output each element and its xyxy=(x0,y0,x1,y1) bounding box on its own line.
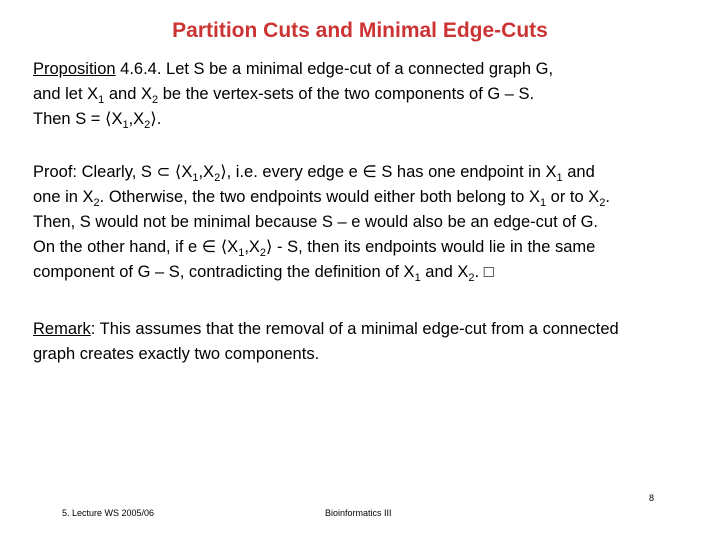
text-span: Then S = ⟨X xyxy=(33,110,123,128)
text-span: be the vertex-sets of the two components of G – S. xyxy=(158,85,535,103)
text-span: one in X xyxy=(33,188,94,206)
footer-lecture: 5. Lecture WS 2005/06 xyxy=(62,508,155,518)
slide-title: Partition Cuts and Minimal Edge-Cuts xyxy=(172,19,548,42)
proof-line-4 xyxy=(33,235,703,260)
subscript: 1 xyxy=(192,172,199,184)
text-span: and X xyxy=(420,263,469,281)
text-span: and X xyxy=(104,85,152,103)
subscript: 2 xyxy=(144,119,151,131)
subscript: 1 xyxy=(98,94,105,106)
proof-line-1 xyxy=(33,160,703,185)
subscript: 2 xyxy=(214,172,221,184)
text-span: ,X xyxy=(128,110,145,128)
proposition-line-1 xyxy=(33,57,703,82)
remark-block xyxy=(33,317,703,367)
proposition-line-2 xyxy=(33,82,703,107)
proposition-text: 4.6.4. Let S be a minimal edge-cut of a connected graph G, xyxy=(115,60,554,78)
proof-line-5 xyxy=(33,260,703,285)
subscript: 2 xyxy=(259,247,267,259)
text-span: Proof: Clearly, S ⊂ ⟨X xyxy=(33,163,193,181)
text-span: ,X xyxy=(244,238,260,256)
proof-block xyxy=(33,160,703,285)
footer-course: Bioinformatics III xyxy=(325,508,392,518)
text-span: On the other hand, if e ∈ ⟨X xyxy=(33,238,239,256)
text-span: or to X xyxy=(546,188,600,206)
remark-label: Remark xyxy=(33,320,91,338)
proof-line-2 xyxy=(33,185,703,210)
subscript: 1 xyxy=(539,197,547,209)
text-span: . □ xyxy=(474,263,494,281)
page-number: 8 xyxy=(649,493,655,503)
subscript: 2 xyxy=(93,197,100,209)
remark-line-1 xyxy=(33,317,703,342)
text-span: ⟩, i.e. every edge e ∈ S has one endpoint in X xyxy=(220,163,557,181)
proof-line-3: Then, S would not be minimal because S – e would also be an edge-cut of G. xyxy=(33,213,599,231)
text-span: ⟩. xyxy=(150,110,162,128)
proposition-block xyxy=(33,57,703,132)
subscript: 1 xyxy=(556,172,563,184)
subscript: 2 xyxy=(468,272,475,284)
text-span: and let X xyxy=(33,85,99,103)
remark-text: : This assumes that the removal of a minimal edge-cut from a connected xyxy=(90,320,619,338)
subscript: 1 xyxy=(238,247,245,259)
text-span: and xyxy=(562,163,595,181)
text-span: ,X xyxy=(198,163,215,181)
text-span: . xyxy=(605,188,610,206)
subscript: 1 xyxy=(414,272,421,284)
subscript: 2 xyxy=(151,94,159,106)
text-span: . Otherwise, the two endpoints would either both belong to X xyxy=(99,188,540,206)
proposition-label: Proposition xyxy=(33,60,116,78)
subscript: 1 xyxy=(122,119,129,131)
text-span: component of G – S, contradicting the definition of X xyxy=(33,263,415,281)
text-span: ⟩ - S, then its endpoints would lie in the same xyxy=(266,238,596,256)
proposition-line-3 xyxy=(33,107,703,132)
subscript: 2 xyxy=(599,197,606,209)
remark-line-2: graph creates exactly two components. xyxy=(33,345,320,363)
